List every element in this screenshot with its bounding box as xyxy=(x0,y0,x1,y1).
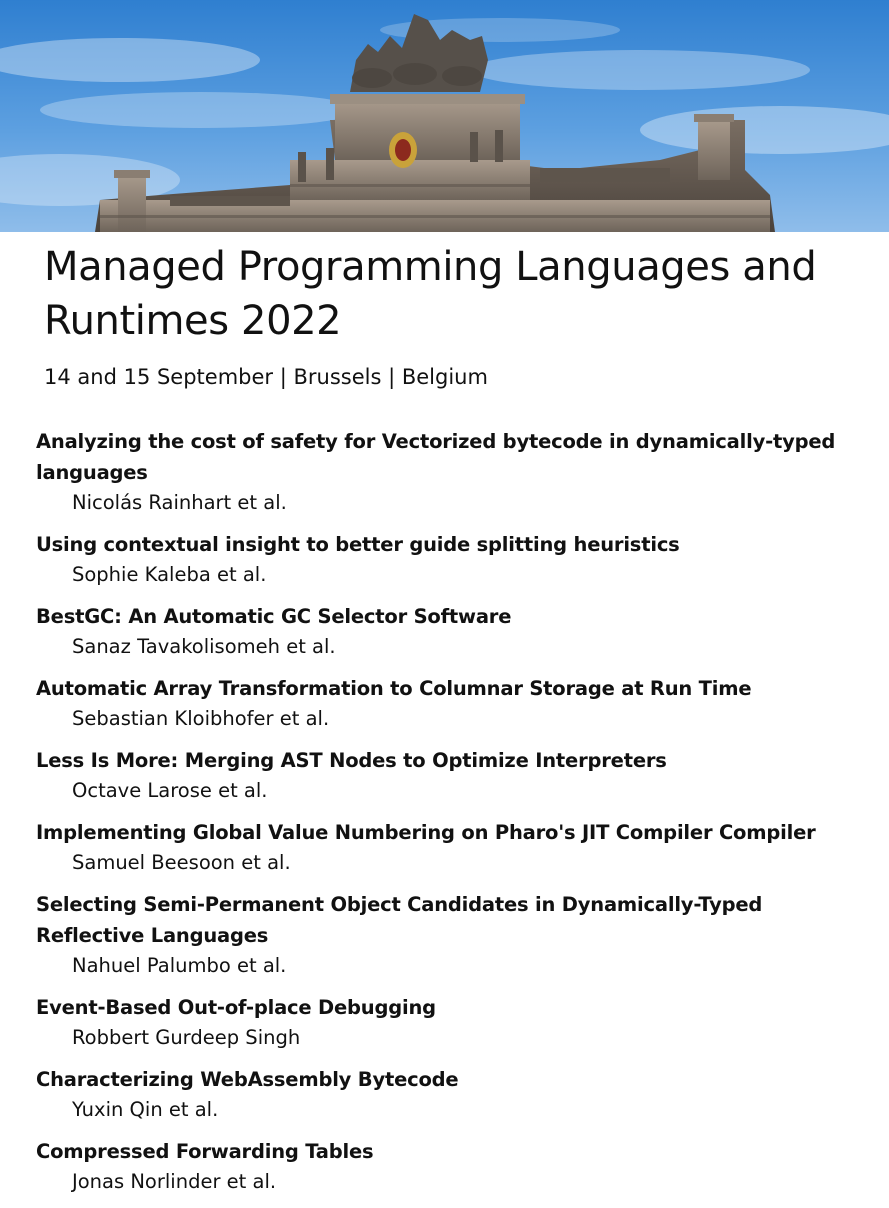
paper-authors: Sanaz Tavakolisomeh et al. xyxy=(72,635,336,658)
paper-title: Implementing Global Value Numbering on Pharo's JIT Compiler Compiler xyxy=(36,821,816,844)
paper-item xyxy=(36,426,876,518)
paper-title: BestGC: An Automatic GC Selector Software xyxy=(36,605,512,628)
paper-item xyxy=(36,889,876,981)
paper-title: Using contextual insight to better guide splitting heuristics xyxy=(36,533,680,556)
paper-authors: Nahuel Palumbo et al. xyxy=(72,954,287,977)
header-image xyxy=(0,0,889,232)
paper-title: Automatic Array Transformation to Columnar Storage at Run Time xyxy=(36,677,752,700)
event-title: Managed Programming Languages and Runtimes 2022 xyxy=(44,244,817,344)
paper-item xyxy=(36,745,876,806)
paper-title: Analyzing the cost of safety for Vectorized bytecode in dynamically-typed languages xyxy=(36,430,836,484)
paper-item xyxy=(36,1136,876,1197)
building-illustration xyxy=(0,0,889,232)
paper-item xyxy=(36,529,876,590)
paper-title: Less Is More: Merging AST Nodes to Optimize Interpreters xyxy=(36,749,667,772)
paper-authors: Sebastian Kloibhofer et al. xyxy=(72,707,330,730)
paper-authors: Jonas Norlinder et al. xyxy=(72,1170,277,1193)
paper-authors: Yuxin Qin et al. xyxy=(72,1098,219,1121)
paper-authors: Samuel Beesoon et al. xyxy=(72,851,291,874)
event-subtitle: 14 and 15 September | Brussels | Belgium xyxy=(44,365,488,389)
paper-authors: Nicolás Rainhart et al. xyxy=(72,491,287,514)
paper-authors: Sophie Kaleba et al. xyxy=(72,563,267,586)
paper-item xyxy=(36,673,876,734)
paper-title: Compressed Forwarding Tables xyxy=(36,1140,374,1163)
paper-list xyxy=(36,426,876,1208)
paper-title: Event-Based Out-of-place Debugging xyxy=(36,996,436,1019)
paper-item xyxy=(36,817,876,878)
paper-title: Selecting Semi-Permanent Object Candidates in Dynamically-Typed Reflective Languages xyxy=(36,893,763,947)
paper-authors: Robbert Gurdeep Singh xyxy=(72,1026,301,1049)
paper-item xyxy=(36,1064,876,1125)
paper-item xyxy=(36,992,876,1053)
paper-item xyxy=(36,601,876,662)
paper-authors: Octave Larose et al. xyxy=(72,779,268,802)
paper-title: Characterizing WebAssembly Bytecode xyxy=(36,1068,459,1091)
